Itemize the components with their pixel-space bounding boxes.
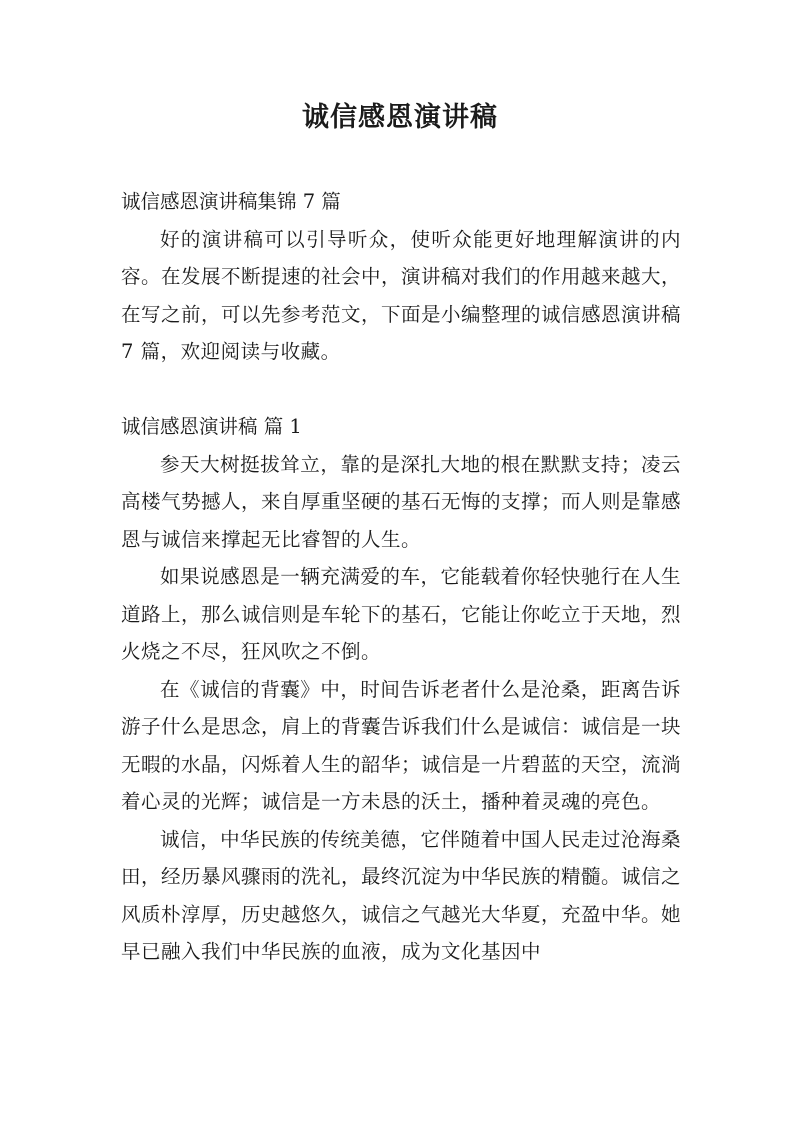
document-title: 诚信感恩演讲稿 [302, 102, 498, 133]
section-spacer [121, 371, 681, 409]
intro-paragraph: 好的演讲稿可以引导听众，使听众能更好地理解演讲的内容。在发展不断提速的社会中，演讲稿对我们的作用越来越大，在写之前，可以先参考范文，下面是小编整理的诚信感恩演讲稿 7 篇，欢迎阅读与收藏。 [121, 227, 682, 363]
collection-heading: 诚信感恩演讲稿集锦 7 篇 [121, 190, 341, 213]
body-paragraph: 如果说感恩是一辆充满爱的车，它能载着你轻快驰行在人生道路上，那么诚信则是车轮下的基石，它能让你屹立于天地，烈火烧之不尽，狂风吹之不倒。 [121, 565, 682, 663]
section-heading: 诚信感恩演讲稿 篇 1 [121, 415, 302, 438]
body-paragraph: 在《诚信的背囊》中，时间告诉老者什么是沧桑，距离告诉游子什么是思念，肩上的背囊告诉我们什么是诚信：诚信是一块无暇的水晶，闪烁着人生的韶华；诚信是一片碧蓝的天空，流淌着心灵的光辉；诚信是一方未恳的沃土，播种着灵魂的亮色。 [121, 677, 682, 813]
body-paragraph: 参天大树挺拔耸立，靠的是深扎大地的根在默默支持；凌云高楼气势撼人，来自厚重坚硬的基石无悔的支撑；而人则是靠感恩与诚信来撑起无比睿智的人生。 [121, 452, 682, 551]
document-body [121, 183, 681, 971]
body-paragraph: 诚信，中华民族的传统美德，它伴随着中国人民走过沧海桑田，经历暴风骤雨的洗礼，最终沉淀为中华民族的精髓。诚信之风质朴淳厚，历史越悠久，诚信之气越光大华夏，充盈中华。她早已融入我们中华民族的血液，成为文化基因中 [121, 827, 682, 963]
